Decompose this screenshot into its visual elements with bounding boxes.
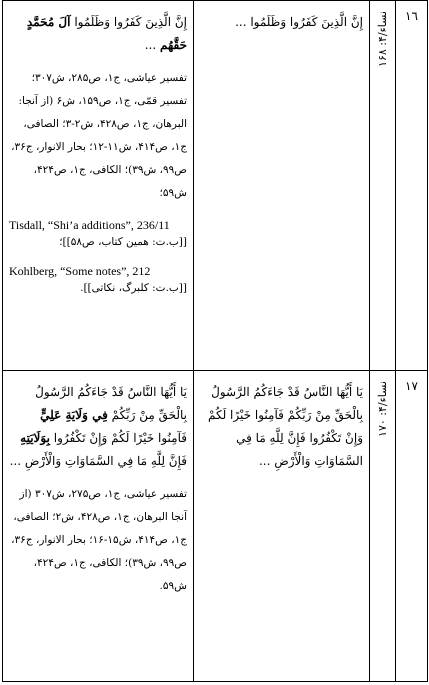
source-quote-text: إِنَّ الَّذِينَ كَفَرُوا وَظَلَمُوا bbox=[74, 15, 187, 29]
verse-reference-cell bbox=[370, 371, 396, 682]
source-cell bbox=[3, 1, 194, 371]
source-references: تفسیر عیاشی، ج۱، ص۲۷۵، ش۳۰۷ (از آنجا البرهان، ج۱، ص۴۲۸، ش۲؛ الصافی، ج۱، ص۴۱۴، ش۱۵-۱۶؛ بحار الانوار، ج۳۶، ص۹۹، ش۳۹)؛ الکافی، ج۱، ص۴۲۴، ش۵۹. bbox=[11, 488, 187, 592]
source-cell bbox=[3, 371, 194, 682]
reference-note: [[ب.ت: کلبرگ، نکاتی]]. bbox=[80, 282, 187, 294]
source-quote-addition: فِي وَلَايَةِ عَلِيٍّ bbox=[40, 408, 108, 422]
source-quote-text: فَآمِنُوا خَيْرًا لَكُمْ وَإِنْ تَكْفُرُوا bbox=[53, 431, 187, 445]
english-reference: Tisdall, “Shi’a additions”, 236/11 bbox=[9, 218, 170, 232]
document-table bbox=[2, 0, 428, 682]
table-row bbox=[3, 371, 428, 682]
source-quote-text: يَا أَيُّهَا النَّاسُ قَدْ جَاءَكُمُ الرَّسُولُ بِالْحَقِّ مِنْ رَبِّكُمْ bbox=[35, 385, 187, 422]
source-quote bbox=[9, 11, 187, 57]
source-quote-addition: بِوَلَايَتِهِ bbox=[20, 431, 50, 445]
row-number: ١٧ bbox=[396, 371, 428, 682]
source-quote bbox=[9, 381, 187, 473]
verse-reference: نساء/۴: ۱۷۰ bbox=[376, 381, 389, 437]
english-reference: Kohlberg, “Some notes”, 212 bbox=[9, 264, 151, 278]
verse-reference-cell bbox=[370, 1, 396, 371]
verse-reference: نساء/۴: ۱۶۸ bbox=[376, 11, 389, 67]
source-quote-addition: آلَ مُحَمَّدٍ حَقَّهُم bbox=[26, 15, 187, 52]
source-quote-ellipsis: ... bbox=[144, 38, 157, 52]
table-row bbox=[3, 1, 428, 371]
verse-text: يَا أَيُّهَا النَّاسُ قَدْ جَاءَكُمُ الرَّسُولُ بِالْحَقِّ مِنْ رَبِّكُمْ فَآمِنُوا خَيْرًا لَكُمْ وَإِنْ تَكْفُرُوا فَإِنَّ لِلَّهِ مَا فِي السَّمَاوَاتِ وَالْأَرْضِ ... bbox=[194, 371, 370, 682]
reference-note: [[ب.ت: همین کتاب، ص۵۸]]؛ bbox=[59, 236, 187, 248]
source-quote-text: فَإِنَّ لِلَّهِ مَا فِي السَّمَاوَاتِ وَالْأَرْضِ ... bbox=[9, 454, 187, 468]
row-number: ١٦ bbox=[396, 1, 428, 371]
source-references: تفسیر عیاشی، ج۱، ص۲۸۵، ش۳۰۷؛ تفسیر قمّی، ج۱، ص۱۵۹، ش۶ (از آنجا: البرهان، ج۱، ص۴۲۸، ش۲-۳؛ الصافی، ج۱، ص۴۱۴، ش۱۱-۱۲؛ بحار الانوار، ج۳۶، ص۹۹، ش۳۹)؛ الکافی، ج۱، ص۴۲۴، ش۵۹؛ bbox=[11, 72, 187, 199]
verse-text: إِنَّ الَّذِينَ كَفَرُوا وَظَلَمُوا ... bbox=[194, 1, 370, 371]
